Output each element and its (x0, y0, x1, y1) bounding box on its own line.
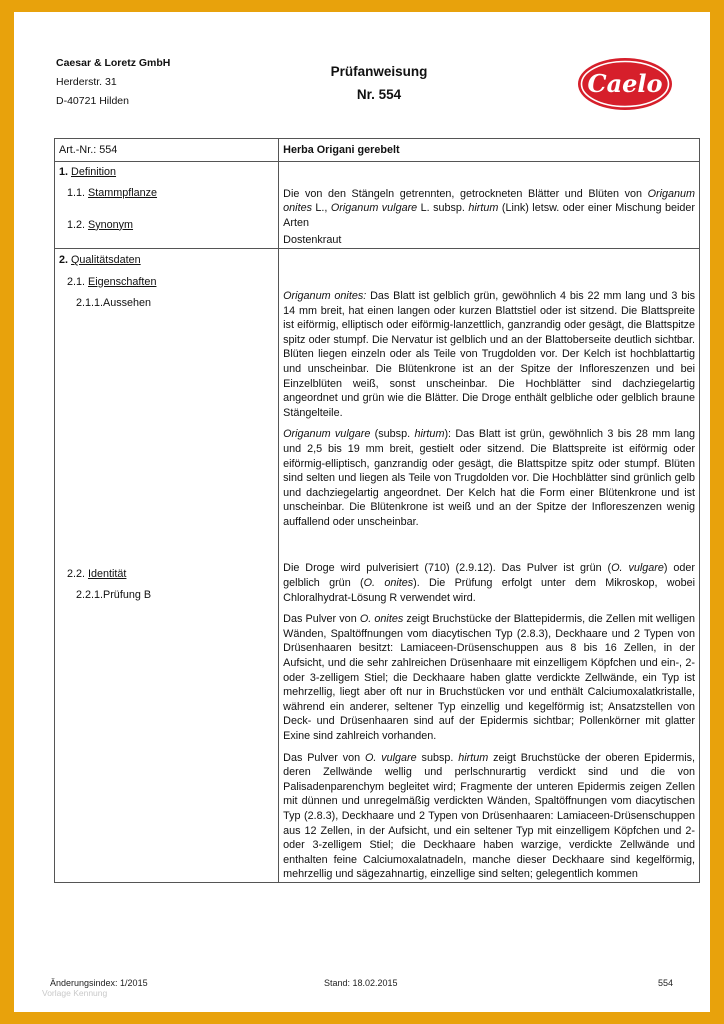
subsection-number: 2.2. (67, 567, 86, 580)
subsection-heading (55, 311, 278, 582)
table-row (55, 248, 700, 882)
section-definition (55, 161, 279, 248)
change-index: Änderungsindex: 1/2015 (50, 978, 148, 988)
subsection-heading (55, 179, 278, 201)
subsection-title: Identität (88, 567, 127, 580)
aussehen-vulgare: Origanum vulgare (subsp. hirtum): Das Blatt ist grün, gewöhnlich 3 bis 28 mm lang und 2,5 bis 19 mm breit, gestielt oder sitzend. Die Blattspreite ist eiförmig oder eiförmig-elliptisch, ganzrandig oder gesägt, die Blattspitze spitz oder stumpf. Blüten sind selten und liegen als Teile von Trugdolden vor. Die Hochblätter sind grünlich gelb und dachziegelartig angeordnet. Der Kelch hat die Form einer Blütenkrone und ist unscheinbar. Die Blütenkrone ist weiß und an der Spitze der Infloreszenzen wenig auffallend oder unscheinbar. (283, 428, 695, 528)
pruefung-b-onites: Das Pulver von O. onites zeigt Bruchstücke der Blattepidermis, die Zellen mit welligen Wänden, Spaltöffnungen vom diacytischen Typ (2.8.3), Deckhaare und 2 Typen von Drüsenhaaren besitzt: Lamiaceen-Drüsenschuppen aus 8 bis 16 Zellen, in der Aufsicht, und die sehr zahlreichen Drüsenhaare mit einzelligem Köpfchen und ein-, 2- oder 3-zelligem Stiel; die Deckhaare haben glatte verdickte Zellwände, ein Typ ist mehrzellig, liegt aber oft nur in Bruchstücken vor und enthält Calciumoxalatkristalle, während ein anderer, seltener Typ einzellig und kegelförmig ist; Ansatzstellen von Deck- und Drüsenhaaren sind auf der Epidermis sichtbar; Pollenkörner mit glatter Exine sind zahlreich vorhanden. (283, 613, 695, 742)
page-id: 554 (658, 978, 674, 988)
pruefung-b-intro: Die Droge wird pulverisiert (710) (2.9.12). Das Pulver ist grün (O. vulgare) oder gelblich grün (O. onites). Die Prüfung erfolgt unter dem Mikroskop, wobei Chloralhydrat-Lösung R verwendet wird. (283, 562, 695, 604)
stammpflanze-text: Die von den Stängeln getrennten, getrockneten Blätter und Blüten von Origanum onites L., Origanum vulgare L. subsp. hirtum (Link) letsw. oder einer Mischung beider Arten (283, 187, 695, 229)
subsection-number: 1.2. (67, 218, 86, 231)
subsubsection-heading: 2.1.1.Aussehen (76, 297, 152, 310)
logo-text: Caelo (587, 69, 663, 98)
table-row (55, 161, 700, 248)
company-address (56, 54, 170, 111)
document-title (264, 60, 494, 106)
section-title: Definition (71, 165, 117, 178)
subsection-heading (55, 201, 278, 236)
definition-content (279, 161, 700, 248)
subsection-title: Stammpflanze (88, 187, 158, 200)
company-city: D-40721 Hilden (56, 95, 129, 107)
section-heading (55, 249, 278, 268)
synonym-text: Dostenkraut (283, 234, 342, 247)
subsection-number: 2.1. (67, 275, 86, 288)
section-quality (55, 248, 279, 882)
stand-date: Stand: 18.02.2015 (324, 978, 398, 988)
section-heading (55, 162, 278, 180)
article-number: Art.-Nr.: 554 (55, 139, 279, 162)
subsection-heading (55, 268, 278, 290)
subsection-title: Eigenschaften (88, 275, 157, 288)
subsubsection-heading: 2.2.1.Prüfung B (76, 589, 152, 602)
document-number: Nr. 554 (356, 87, 402, 102)
specification-table (54, 138, 700, 883)
subsection-title: Synonym (88, 218, 134, 231)
aussehen-onites: Origanum onites: Das Blatt ist gelblich grün, gewöhnlich 4 bis 22 mm lang und 3 bis 14 mm breit, hat einen langen oder kurzen Blattstiel oder ist sitzend. Die Blattspreite ist eiförmig, elliptisch oder eiförmig-lanzettlich, ganzrandig oder gesägt, die Blattspitze spitz oder stumpf. Die Nervatur ist gelblich und an der Blattoberseite deutlich sichtbar. Blüten liegen einzeln oder als Teile von Trugdolden vor. Der Kelch ist hochblattartig und unscheinbar. Die Blütenkrone ist an der Spitze der Infloreszenzen und bei Einzelblüten weiß, sonst unscheinbar. Die Hochblätter sind dachziegelartig angeordnet und grün wie die Blätter. Die Droge enthält gelbliche oder gelblich braune Stängelteile. (283, 289, 695, 419)
company-street: Herderstr. 31 (56, 76, 117, 88)
section-number: 1. (59, 165, 69, 178)
section-title: Qualitätsdaten (71, 253, 141, 266)
document-page (14, 12, 710, 1012)
watermark: Vorlage Kennung (42, 988, 108, 998)
subsection-number: 1.1. (67, 187, 86, 200)
section-number: 2. (59, 253, 69, 266)
pruefung-b-vulgare: Das Pulver von O. vulgare subsp. hirtum zeigt Bruchstücke der oberen Epidermis, deren Zellwände wellig und perlschnurartig verdickt sind und die von Palisadenparenchym begleitet wird; Fragmente der unteren Epidermis zeigen Zellen mit dünnen und unregelmäßig verdickten Wänden, Spaltöffnungen vom diacytischen Typ (2.8.3), Deckhaare und 2 Typen von Drüsenhaaren: Lamiaceen-Drüsenschuppen aus 12 Zellen, in der Aufsicht, und ein seltener Typ mit einzelligem Köpfchen und 2- oder 3-zelligem Stiel; die Deckhaare haben warzige, verdickte Zellwände und enthalten feine Calciumoxalatnadeln, manche dieser Deckhaare sind kegelförmig, mehrzellig und sägezahnartig, einzellige sind selten; gelegentlich kommen (283, 751, 695, 881)
caelo-logo (576, 56, 674, 112)
quality-content (279, 248, 700, 882)
product-name: Herba Origani gerebelt (279, 139, 700, 162)
table-row (55, 139, 700, 162)
document-type: Prüfanweisung (330, 64, 428, 79)
company-name: Caesar & Loretz GmbH (56, 57, 171, 69)
